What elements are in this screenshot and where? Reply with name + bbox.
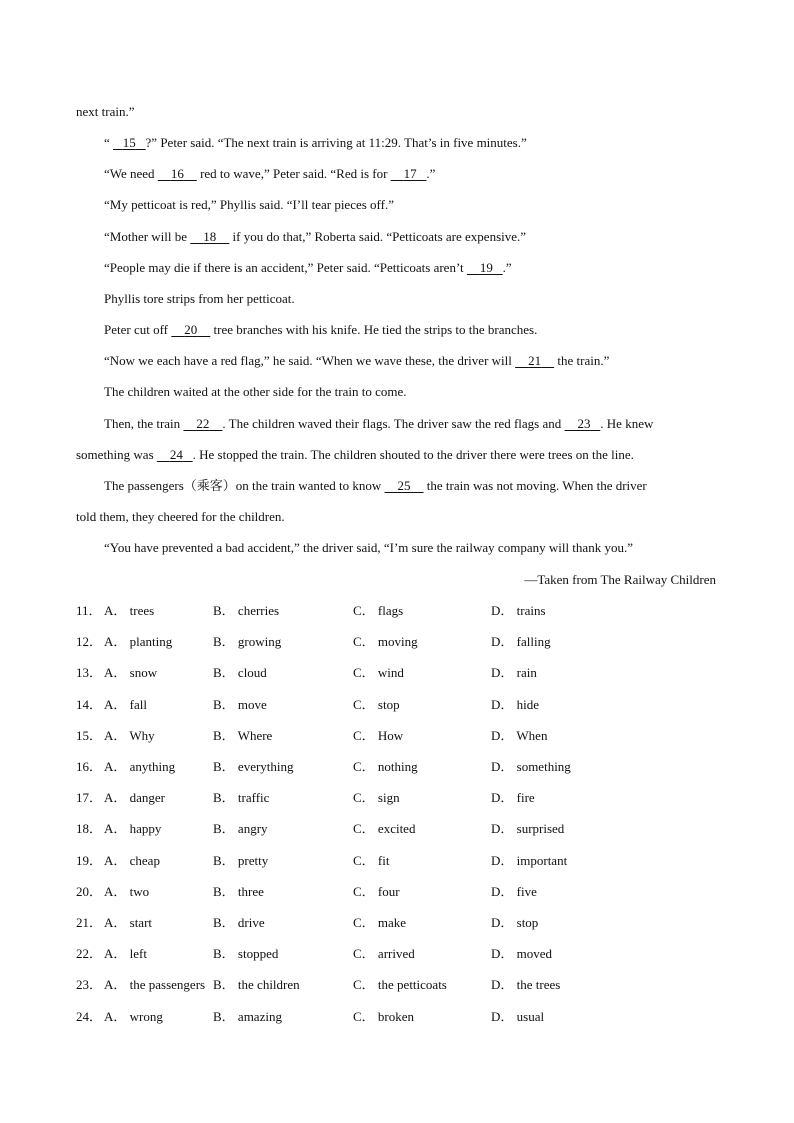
question-number: 22． (76, 946, 103, 961)
question-row (76, 696, 726, 714)
option-a[interactable]: A． two (104, 884, 150, 899)
option-d[interactable]: D． When (491, 728, 548, 743)
passage-line: The passengers（乘客）on the train wanted to know 25 the train was not moving. When the driver (104, 478, 647, 493)
option-b[interactable]: B． Where (213, 728, 273, 743)
option-b[interactable]: B． pretty (213, 853, 269, 868)
passage-line: Phyllis tore strips from her petticoat. (104, 291, 295, 306)
question-row (76, 633, 726, 651)
question-number: 21． (76, 915, 103, 930)
option-a[interactable]: A． left (104, 946, 147, 961)
option-c[interactable]: C． make (353, 915, 407, 930)
blank-16: 16 (170, 166, 184, 181)
question-number: 16． (76, 759, 103, 774)
option-c[interactable]: C． sign (353, 790, 400, 805)
question-number: 12． (76, 634, 103, 649)
option-b[interactable]: B． drive (213, 915, 265, 930)
blank-20: 20 (184, 322, 198, 337)
question-number: 13． (76, 665, 103, 680)
option-b[interactable]: B． three (213, 884, 264, 899)
blank-23: 23 (577, 416, 591, 431)
option-a[interactable]: A． cheap (104, 853, 160, 868)
option-d[interactable]: D． fire (491, 790, 535, 805)
option-a[interactable]: A． happy (104, 821, 162, 836)
option-a[interactable]: A． danger (104, 790, 166, 805)
option-c[interactable]: C． four (353, 884, 400, 899)
option-a[interactable]: A． start (104, 915, 153, 930)
passage-line: Peter cut off 20 tree branches with his knife. He tied the strips to the branches. (104, 322, 538, 337)
blank-19: 19 (479, 260, 493, 275)
option-b[interactable]: B． growing (213, 634, 282, 649)
blank-15: 15 (122, 135, 136, 150)
option-d[interactable]: D． usual (491, 1009, 545, 1024)
option-d[interactable]: D． hide (491, 697, 540, 712)
question-number: 24． (76, 1009, 103, 1024)
option-c[interactable]: C． wind (353, 665, 404, 680)
option-d[interactable]: D． something (491, 759, 571, 774)
option-b[interactable]: B． everything (213, 759, 294, 774)
question-row (76, 727, 726, 745)
option-b[interactable]: B． angry (213, 821, 268, 836)
question-row (76, 602, 726, 620)
passage-line: something was 24 . He stopped the train. The children shouted to the driver there were trees on the line. (76, 447, 634, 462)
question-row (76, 852, 726, 870)
option-c[interactable]: C． flags (353, 603, 404, 618)
option-a[interactable]: A． the passengers (104, 977, 206, 992)
blank-21: 21 (528, 353, 542, 368)
question-row (76, 976, 726, 994)
option-d[interactable]: D． the trees (491, 977, 561, 992)
passage-line: Then, the train 22 . The children waved their flags. The driver saw the red flags and 23 . He knew (104, 416, 654, 431)
passage-line: “Now we each have a red flag,” he said. “When we wave these, the driver will 21 the train.” (104, 353, 610, 368)
passage-line: next train.” (76, 104, 135, 119)
option-c[interactable]: C． nothing (353, 759, 418, 774)
option-d[interactable]: D． five (491, 884, 537, 899)
passage-line: “You have prevented a bad accident,” the driver said, “I’m sure the railway company will thank you.” (104, 540, 633, 555)
option-b[interactable]: B． cherries (213, 603, 280, 618)
option-b[interactable]: B． move (213, 697, 267, 712)
option-b[interactable]: B． stopped (213, 946, 279, 961)
question-number: 23． (76, 977, 103, 992)
question-row (76, 1008, 726, 1026)
passage-line: “We need 16 red to wave,” Peter said. “Red is for 17 .” (104, 166, 436, 181)
option-b[interactable]: B． cloud (213, 665, 267, 680)
question-number: 18． (76, 821, 103, 836)
option-a[interactable]: A． trees (104, 603, 155, 618)
option-c[interactable]: C． How (353, 728, 404, 743)
blank-25: 25 (397, 478, 411, 493)
question-number: 19． (76, 853, 103, 868)
option-d[interactable]: D． surprised (491, 821, 565, 836)
option-c[interactable]: C． broken (353, 1009, 415, 1024)
question-row (76, 758, 726, 776)
option-d[interactable]: D． falling (491, 634, 551, 649)
passage-line: “My petticoat is red,” Phyllis said. “I’ll tear pieces off.” (104, 197, 394, 212)
passage-line: “People may die if there is an accident,” Peter said. “Petticoats aren’t 19 .” (104, 260, 512, 275)
option-a[interactable]: A． fall (104, 697, 147, 712)
question-number: 20． (76, 884, 103, 899)
question-number: 15． (76, 728, 103, 743)
passage-line: The children waited at the other side for the train to come. (104, 384, 407, 399)
blank-22: 22 (196, 416, 210, 431)
passage-line: told them, they cheered for the children. (76, 509, 285, 524)
passage-line: “Mother will be 18 if you do that,” Roberta said. “Petticoats are expensive.” (104, 229, 527, 244)
question-row (76, 945, 726, 963)
blank-24: 24 (169, 447, 183, 462)
option-a[interactable]: A． wrong (104, 1009, 163, 1024)
option-c[interactable]: C． excited (353, 821, 416, 836)
option-c[interactable]: C． moving (353, 634, 418, 649)
option-a[interactable]: A． planting (104, 634, 173, 649)
blank-17: 17 (403, 166, 417, 181)
question-row (76, 914, 726, 932)
option-b[interactable]: B． amazing (213, 1009, 282, 1024)
option-c[interactable]: C． the petticoats (353, 977, 447, 992)
option-a[interactable]: A． anything (104, 759, 176, 774)
question-row (76, 883, 726, 901)
source-attribution: —Taken from The Railway Children (524, 572, 716, 587)
option-d[interactable]: D． stop (491, 915, 539, 930)
question-row (76, 664, 726, 682)
question-number: 11． (76, 603, 102, 618)
question-row (76, 820, 726, 838)
option-d[interactable]: D． important (491, 853, 568, 868)
option-b[interactable]: B． traffic (213, 790, 270, 805)
option-c[interactable]: C． fit (353, 853, 390, 868)
option-a[interactable]: A． Why (104, 728, 155, 743)
question-number: 17． (76, 790, 103, 805)
question-number: 14． (76, 697, 103, 712)
passage-line: “ 15 ?” Peter said. “The next train is arriving at 11:29. That’s in five minutes.” (104, 135, 527, 150)
option-c[interactable]: C． arrived (353, 946, 415, 961)
option-d[interactable]: D． trains (491, 603, 546, 618)
option-a[interactable]: A． snow (104, 665, 158, 680)
option-d[interactable]: D． rain (491, 665, 537, 680)
blank-18: 18 (203, 229, 217, 244)
option-d[interactable]: D． moved (491, 946, 553, 961)
question-row (76, 789, 726, 807)
option-c[interactable]: C． stop (353, 697, 400, 712)
option-b[interactable]: B． the children (213, 977, 300, 992)
